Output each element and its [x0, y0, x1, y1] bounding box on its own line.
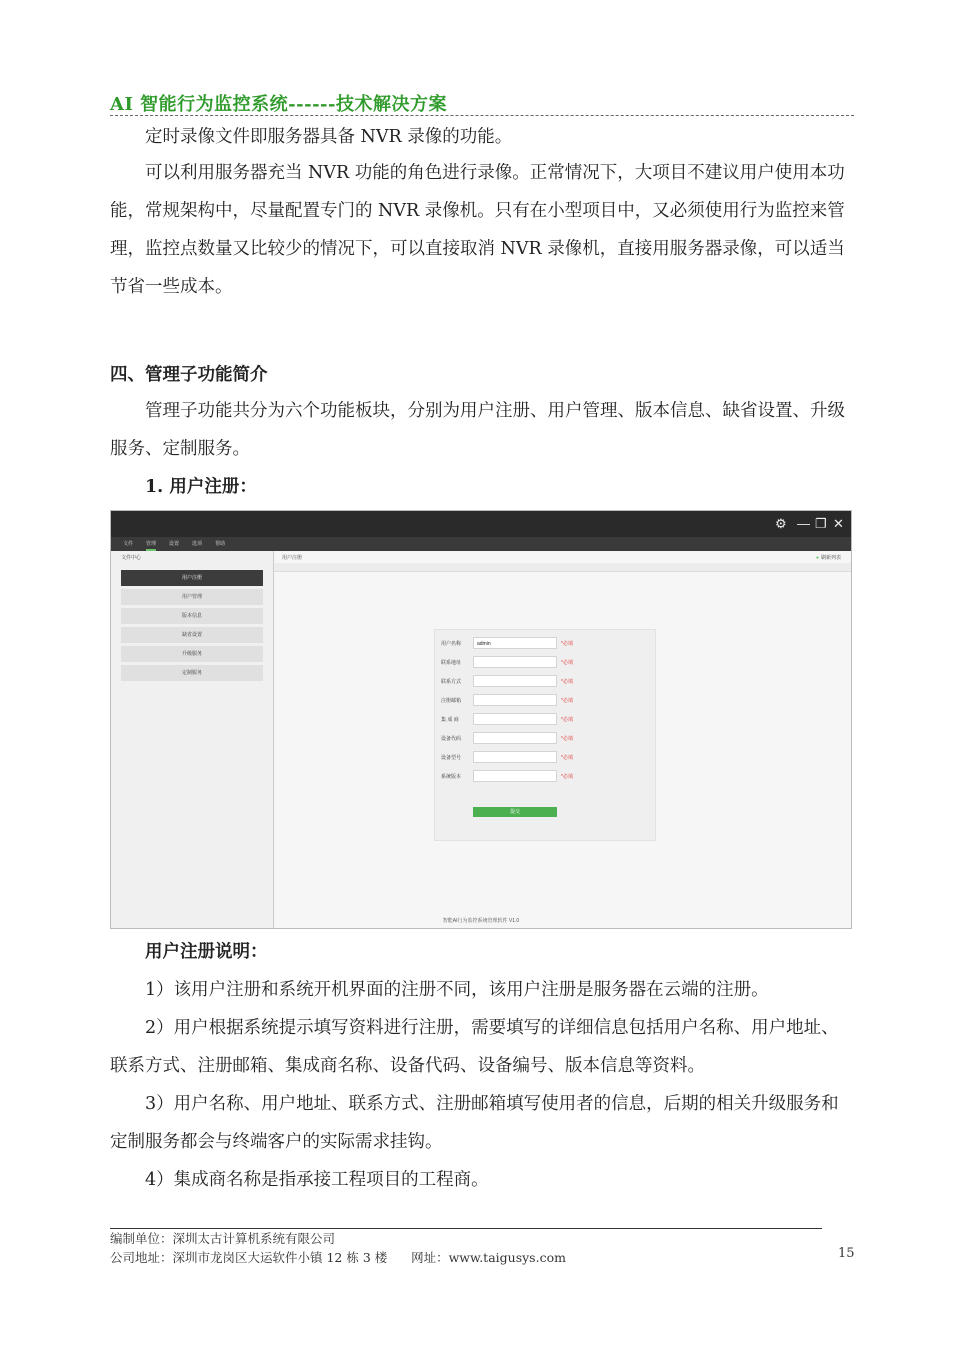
note-item-3: 3）用户名称、用户地址、联系方式、注册邮箱填写使用者的信息，后期的相关升级服务和定制服务都会与终端客户的实际需求挂钩。: [110, 1094, 839, 1152]
note-item-1: 1）该用户注册和系统开机界面的注册不同，该用户注册是服务器在云端的注册。: [145, 980, 769, 1000]
app-sidebar: [111, 551, 274, 928]
refresh-button[interactable]: ● 刷新列表: [816, 554, 841, 561]
sidebar-item-user-register[interactable]: 用户注册: [121, 570, 263, 586]
device-model-field[interactable]: [473, 751, 557, 763]
footer-address: 公司地址：深圳市龙岗区大运软件小镇 12 栋 3 楼 网址：www.taigusys.com: [110, 1250, 566, 1265]
app-status-bar: 智能AI行为监控系统管理软件 V1.0: [442, 918, 520, 924]
menu-settings[interactable]: 设置: [169, 541, 180, 547]
required-mark: *必填: [561, 698, 573, 704]
username-field[interactable]: admin: [473, 637, 557, 649]
required-mark: *必填: [561, 755, 573, 761]
required-mark: *必填: [561, 774, 573, 780]
main-title: 用户注册: [282, 555, 303, 561]
section-heading: 四、管理子功能简介: [110, 365, 268, 385]
field-label: 用户名称: [441, 641, 462, 647]
integrator-field[interactable]: [473, 713, 557, 725]
menu-options[interactable]: 选项: [192, 541, 203, 547]
menu-help[interactable]: 帮助: [215, 541, 226, 547]
menu-file[interactable]: 文件: [123, 541, 134, 547]
required-mark: *必填: [561, 679, 573, 685]
restore-icon[interactable]: ❐: [815, 516, 827, 531]
field-label: 设备型号: [441, 755, 462, 761]
required-mark: *必填: [561, 660, 573, 666]
contact-field[interactable]: [473, 675, 557, 687]
sidebar-item-upgrade[interactable]: 升级服务: [121, 646, 263, 662]
submit-button[interactable]: 提交: [473, 807, 557, 817]
required-mark: *必填: [561, 717, 573, 723]
address-field[interactable]: [473, 656, 557, 668]
app-main-panel: [274, 551, 851, 928]
intro-paragraph-2: 可以利用服务器充当 NVR 功能的角色进行录像。正常情况下，大项目不建议用户使用本功能，常规架构中，尽量配置专门的 NVR 录像机。只有在小型项目中，又必须使用行为监控来管理，监控点数量又比较少的情况下，可以直接取消 NVR 录像机，直接用服务器录像，可以适当节省一些成本。: [110, 163, 845, 297]
sidebar-item-version[interactable]: 版本信息: [121, 608, 263, 624]
menu-manage[interactable]: 管理: [146, 537, 156, 551]
main-subheader: [274, 563, 851, 572]
version-field[interactable]: [473, 770, 557, 782]
minimize-icon[interactable]: —: [797, 516, 810, 531]
app-screenshot: [110, 510, 852, 929]
app-titlebar: [111, 511, 851, 537]
field-label: 系统版本: [441, 774, 462, 780]
footer-unit: 编制单位：深圳太古计算机系统有限公司: [110, 1231, 336, 1246]
close-icon[interactable]: ✕: [833, 516, 844, 531]
page-header-title: AI 智能行为监控系统------技术解决方案: [110, 94, 447, 115]
device-code-field[interactable]: [473, 732, 557, 744]
sidebar-item-custom[interactable]: 定制服务: [121, 665, 263, 681]
settings-icon[interactable]: ⚙: [775, 516, 787, 531]
required-mark: *必填: [561, 736, 573, 742]
email-field[interactable]: [473, 694, 557, 706]
field-label: 集 成 商: [441, 717, 459, 723]
notes-title: 用户注册说明：: [145, 942, 268, 962]
register-form: [434, 629, 656, 841]
sidebar-item-defaults[interactable]: 缺省设置: [121, 627, 263, 643]
required-mark: *必填: [561, 641, 573, 647]
app-menubar: [111, 537, 851, 551]
field-label: 设备代码: [441, 736, 462, 742]
page-number: 15: [838, 1246, 855, 1261]
header-divider: [110, 115, 854, 116]
note-item-4: 4）集成商名称是指承接工程项目的工程商。: [145, 1170, 489, 1190]
subsection-heading: 1. 用户注册：: [145, 477, 257, 497]
field-label: 联系方式: [441, 679, 462, 685]
field-label: 注册邮箱: [441, 698, 462, 704]
note-item-2: 2）用户根据系统提示填写资料进行注册，需要填写的详细信息包括用户名称、用户地址、联系方式、注册邮箱、集成商名称、设备代码、设备编号、版本信息等资料。: [110, 1018, 839, 1076]
field-label: 联系地址: [441, 660, 462, 666]
sidebar-item-user-manage[interactable]: 用户管理: [121, 589, 263, 605]
intro-paragraph-1: 定时录像文件即服务器具备 NVR 录像的功能。: [145, 127, 513, 147]
sidebar-header: 文件中心: [121, 555, 142, 561]
section-description: 管理子功能共分为六个功能板块，分别为用户注册、用户管理、版本信息、缺省设置、升级服务、定制服务。: [110, 401, 845, 459]
